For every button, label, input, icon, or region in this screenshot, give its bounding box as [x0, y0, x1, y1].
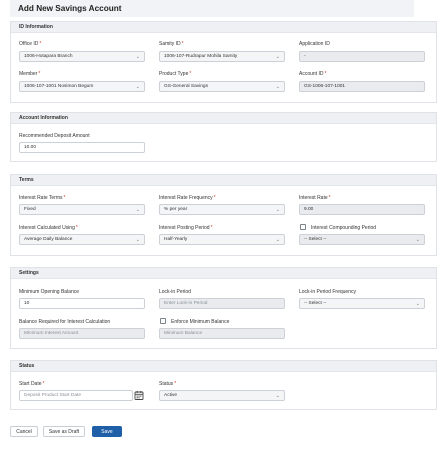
minimum-balance-input: Minimum Balance [159, 328, 285, 339]
lock-in-period-frequency-select[interactable]: -- Select -- ⌄ [299, 298, 425, 309]
minimum-opening-balance-label: Minimum Opening Balance [19, 289, 80, 295]
interest-posting-period-label: Interest Posting Period* [159, 225, 213, 231]
interest-calculated-using-select[interactable]: Average Daily Balance ⌄ [19, 234, 145, 245]
office-id-select[interactable]: 1006-Hotapara Branch ⌄ [19, 51, 145, 62]
interest-rate-terms-label: Interest Rate Terms* [19, 195, 66, 201]
recommended-deposit-label: Recommended Deposit Amount [19, 133, 90, 139]
interest-rate-field: 9.00 [299, 204, 425, 215]
section-header-id-information: ID Information [11, 22, 436, 33]
interest-calculated-using-label: Interest Calculated Using* [19, 225, 78, 231]
account-id-label: Account ID* [299, 71, 327, 77]
interest-compounding-period-label: Interest Compounding Period [311, 225, 377, 231]
account-id-field: GS-1006-107-1001 [299, 81, 425, 92]
chevron-down-icon: ⌄ [275, 54, 280, 60]
member-label: Member* [19, 71, 41, 77]
application-id-label: Application ID [299, 41, 330, 47]
section-header-status: Status [11, 361, 436, 372]
interest-rate-frequency-label: Interest Rate Frequency* [159, 195, 216, 201]
interest-rate-frequency-select[interactable]: % per year ⌄ [159, 204, 285, 215]
samity-id-label: Samity ID* [159, 41, 184, 47]
cancel-button[interactable]: Cancel [10, 426, 38, 437]
application-id-field: - [299, 51, 425, 62]
chevron-down-icon: ⌄ [275, 84, 280, 90]
balance-required-interest-label: Balance Required for Interest Calculation [19, 319, 111, 325]
section-header-terms: Terms [11, 175, 436, 186]
start-date-input[interactable]: Deposit Product Start Date [19, 390, 133, 401]
lock-in-period-label: Lock-in Period [159, 289, 191, 295]
interest-compounding-period-select: -- Select -- ⌄ [299, 234, 425, 245]
start-date-label: Start Date* [19, 381, 45, 387]
member-select[interactable]: 1006-107-1001 Nosimon Begum ⌄ [19, 81, 145, 92]
status-select[interactable]: Active ⌄ [159, 390, 285, 401]
product-type-select[interactable]: GS-General Savings ⌄ [159, 81, 285, 92]
interest-rate-terms-select[interactable]: Fixed ⌄ [19, 204, 145, 215]
chevron-down-icon: ⌄ [135, 207, 140, 213]
chevron-down-icon: ⌄ [415, 301, 420, 307]
save-draft-button[interactable]: Save as Draft [43, 426, 85, 437]
interest-rate-label: Interest Rate* [299, 195, 331, 201]
status-card [10, 360, 437, 410]
office-id-label: Office ID* [19, 41, 42, 47]
enforce-minimum-balance-label: Enforce Minimum Balance [171, 319, 230, 325]
chevron-down-icon: ⌄ [275, 393, 280, 399]
recommended-deposit-input[interactable]: 10.00 [19, 142, 145, 153]
section-header-account-information: Account Information [11, 113, 436, 124]
save-button[interactable]: Save [92, 426, 122, 437]
samity-id-select[interactable]: 1006-107-Rudrapur Mohila Samity ⌄ [159, 51, 285, 62]
product-type-label: Product Type* [159, 71, 192, 77]
chevron-down-icon: ⌄ [135, 84, 140, 90]
chevron-down-icon: ⌄ [275, 207, 280, 213]
lock-in-period-input[interactable]: Enter Lock-in Period [159, 298, 285, 309]
chevron-down-icon: ⌄ [275, 237, 280, 243]
chevron-down-icon: ⌄ [135, 237, 140, 243]
interest-compounding-checkbox[interactable] [300, 224, 306, 230]
minimum-opening-balance-input[interactable]: 10 [19, 298, 145, 309]
section-header-settings: Settings [11, 268, 436, 279]
page-title: Add New Savings Account [18, 4, 122, 13]
balance-required-interest-input[interactable]: Minimum Interest Amount [19, 328, 145, 339]
interest-posting-period-select[interactable]: Half-Yearly ⌄ [159, 234, 285, 245]
chevron-down-icon: ⌄ [135, 54, 140, 60]
lock-in-period-frequency-label: Lock-in Period Frequency [299, 289, 356, 295]
enforce-minimum-balance-checkbox[interactable] [160, 318, 166, 324]
chevron-down-icon: ⌄ [415, 237, 420, 243]
status-label: Status* [159, 381, 177, 387]
calendar-icon[interactable] [134, 390, 144, 401]
